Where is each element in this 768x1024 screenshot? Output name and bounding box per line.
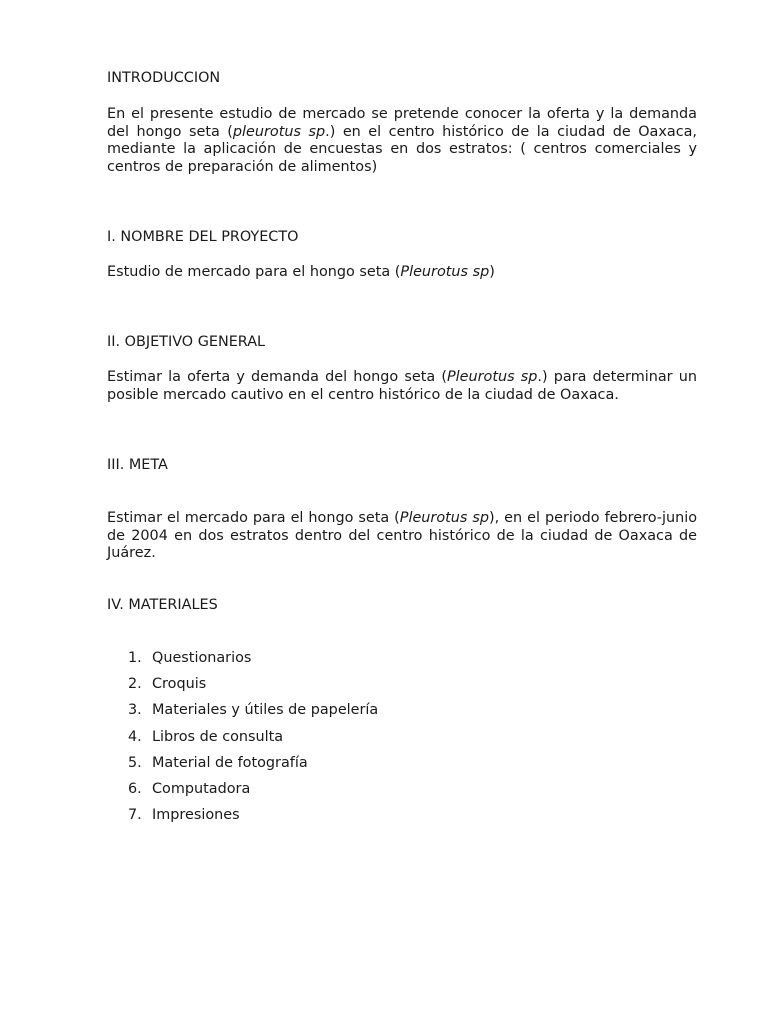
- intro-species: pleurotus sp: [232, 123, 326, 140]
- objetivo-paragraph: [107, 369, 697, 404]
- nombre-body: [107, 264, 697, 282]
- nombre-paragraph: [107, 264, 697, 282]
- list-item-number: 4.: [128, 728, 142, 745]
- materiales-heading: IV. MATERIALES: [107, 597, 218, 613]
- list-item-label: Materiales y útiles de papelería: [152, 702, 379, 719]
- list-item-number: 6.: [128, 780, 142, 797]
- list-item: [107, 729, 697, 755]
- list-item-label: Computadora: [152, 780, 251, 797]
- materiales-list-container: [107, 650, 697, 833]
- objetivo-text-1: Estimar la oferta y demanda del hongo seta (: [107, 369, 447, 385]
- nombre-species: Pleurotus sp: [400, 264, 490, 280]
- nombre-text-3: ): [489, 264, 495, 280]
- list-item: [107, 807, 697, 833]
- meta-text-1: Estimar el mercado para el hongo seta (: [107, 510, 400, 526]
- objetivo-heading: II. OBJETIVO GENERAL: [107, 334, 266, 350]
- list-item-label: Croquis: [152, 676, 207, 693]
- list-item: [107, 781, 697, 807]
- meta-paragraph: [107, 510, 697, 563]
- nombre-section: [107, 229, 697, 247]
- intro-body: [107, 106, 697, 176]
- list-item-label: Material de fotografía: [152, 754, 308, 771]
- objetivo-body: [107, 369, 697, 404]
- objetivo-text-3: .) para determinar un posible mercado cautivo en el centro histórico de la ciudad de Oaxaca.: [107, 369, 697, 403]
- objetivo-section: [107, 334, 697, 352]
- list-item-number: 3.: [128, 702, 142, 719]
- list-item-number: 7.: [128, 807, 142, 824]
- intro-section: [107, 70, 697, 88]
- intro-text-3: .) en el centro histórico de la ciudad de Oaxaca, mediante la aplicación de encuestas en dos estratos: ( centros comerciales y centros de preparación de alimentos): [107, 123, 698, 175]
- list-item-number: 5.: [128, 754, 142, 771]
- objetivo-species: Pleurotus sp: [446, 369, 538, 385]
- meta-text-3: ), en el periodo febrero-junio de 2004 en dos estratos dentro del centro histórico de la ciudad de Oaxaca de Juárez.: [107, 510, 697, 561]
- list-item: [107, 650, 697, 676]
- intro-text-1: En el presente estudio de mercado se pretende conocer la oferta y la demanda del hongo seta (: [107, 106, 697, 140]
- list-item-label: Libros de consulta: [152, 728, 284, 745]
- nombre-text-1: Estudio de mercado para el hongo seta (: [107, 264, 401, 280]
- meta-body: [107, 510, 697, 563]
- materiales-list: [107, 650, 697, 833]
- meta-heading: III. META: [107, 457, 168, 473]
- intro-heading: INTRODUCCION: [107, 70, 221, 86]
- list-item-number: 2.: [128, 676, 142, 693]
- nombre-heading: I. NOMBRE DEL PROYECTO: [107, 229, 299, 245]
- list-item: [107, 676, 697, 702]
- list-item-number: 1.: [128, 650, 142, 666]
- meta-section: [107, 457, 697, 475]
- list-item-label: Impresiones: [152, 807, 240, 824]
- list-item-label: Questionarios: [152, 650, 252, 666]
- list-item: [107, 755, 697, 781]
- intro-paragraph: [107, 106, 697, 176]
- list-item: [107, 702, 697, 728]
- meta-species: Pleurotus sp: [399, 510, 490, 526]
- materiales-section: [107, 597, 697, 615]
